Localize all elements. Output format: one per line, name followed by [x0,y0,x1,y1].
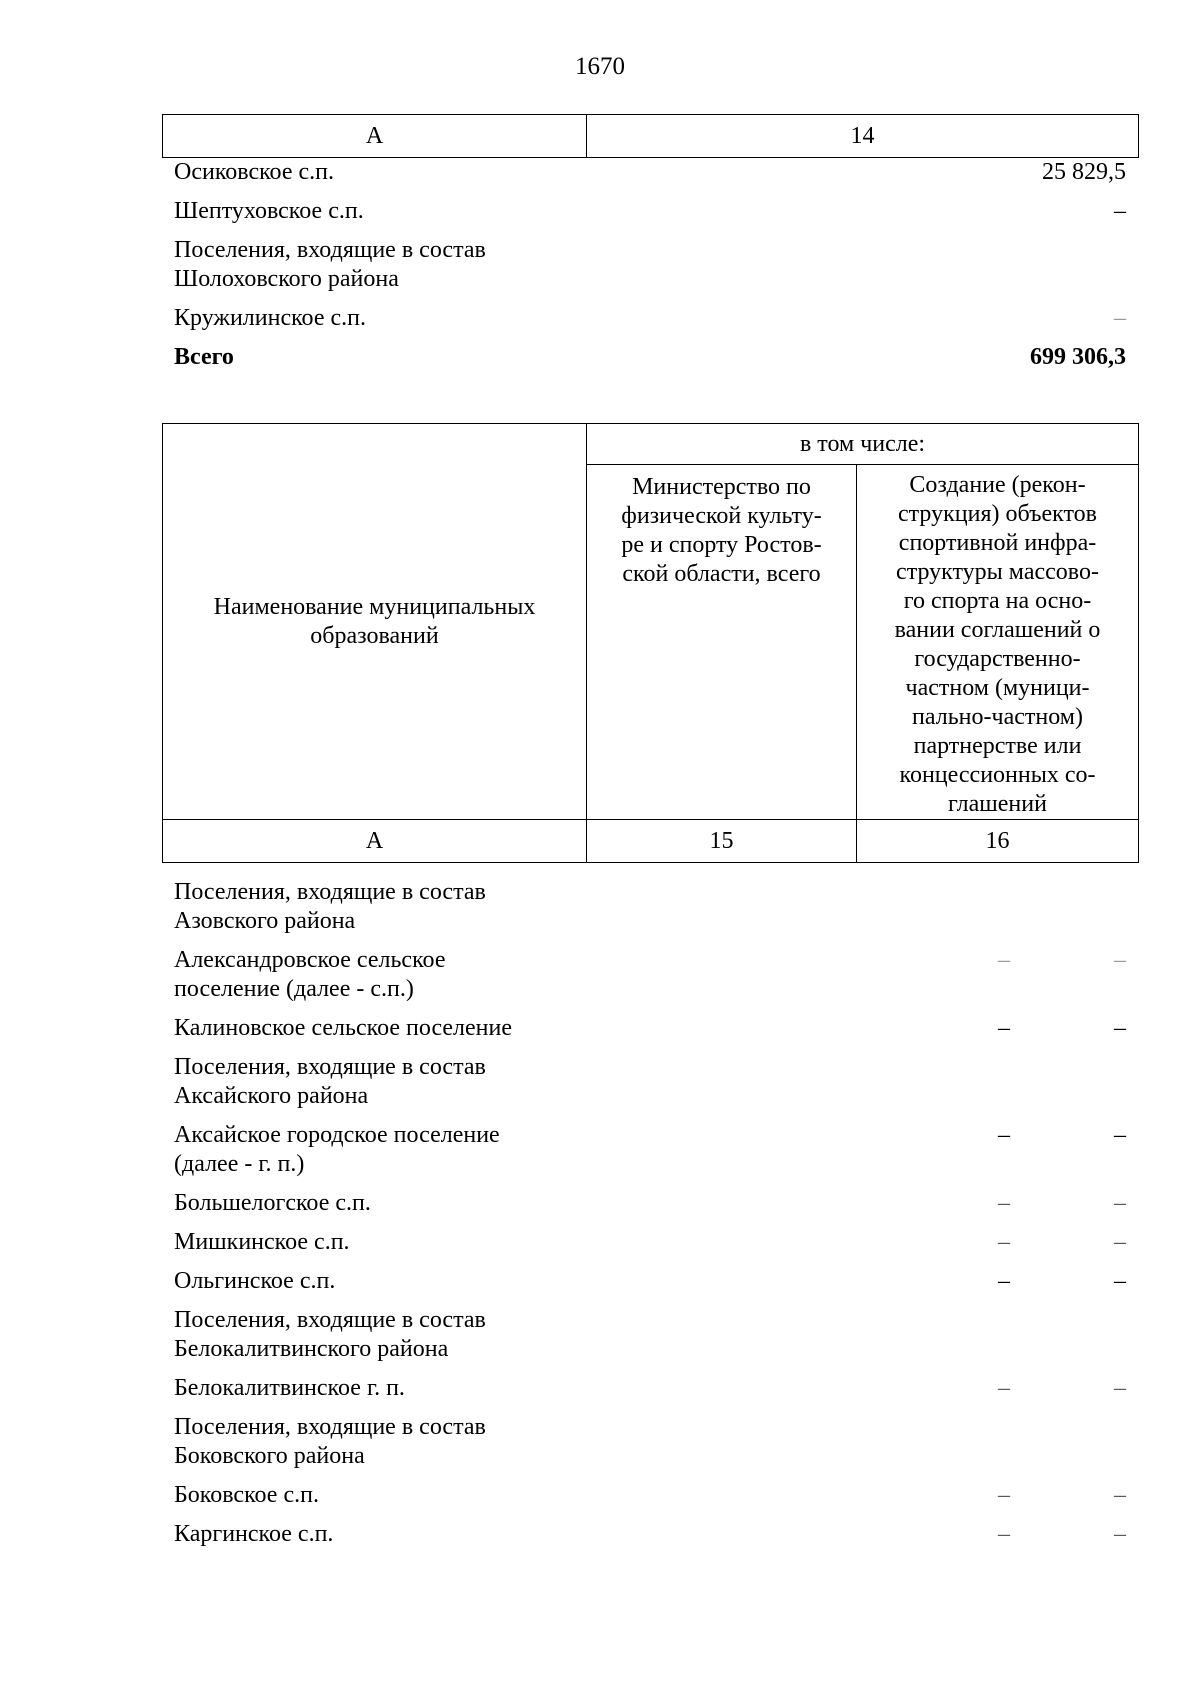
municipality-name: Кружилинское с.п. [174,305,366,331]
main-table-body [162,878,1138,1559]
value-cell [662,236,1138,304]
value-col-15: – [998,1482,1010,1508]
municipality-name: Осиковское с.п. [174,159,334,185]
value-col-16: – [1114,1375,1126,1401]
municipality-name: Белокалитвинское г. п. [174,1375,405,1401]
value-col-16: – [1114,1229,1126,1255]
value-col-16: – [1114,947,1126,973]
total-label: Всего [174,344,234,370]
value-col-16 [1010,1413,1138,1481]
column-15-number: 15 [587,820,857,863]
municipality-name: Ольгинское с.п. [174,1268,336,1294]
table-row [162,1520,1138,1559]
table-row [162,1413,1138,1481]
main-table-header [162,423,1139,863]
value-col-16 [1010,1053,1138,1121]
total-value: 699 306,3 [1030,344,1126,370]
table-row [162,197,1138,236]
column-14-header: 14 [587,115,1139,158]
value-col-15: – [998,1015,1010,1041]
table-row [162,1014,1138,1053]
municipality-name: Шептуховское с.п. [174,198,364,224]
municipality-name: Александровское сельское поселение (далее - с.п.) [174,947,446,1002]
municipality-name: Поселения, входящие в состав Азовского района [174,879,486,934]
table-row [162,946,1138,1014]
value-col-16: – [1114,1521,1126,1547]
table-row [162,304,1138,343]
column-a-number: А [163,820,587,863]
municipality-name: Каргинское с.п. [174,1521,334,1547]
municipality-name: Калиновское сельское поселение [174,1015,513,1041]
table-row [162,1228,1138,1267]
value-col-15 [586,1306,1010,1374]
value-col-16: – [1114,1268,1126,1294]
table-row [162,1306,1138,1374]
municipality-name: Боковское с.п. [174,1482,319,1508]
value-col-15: – [998,947,1010,973]
value-cell: 25 829,5 [1042,159,1126,185]
value-col-15 [586,878,1010,946]
total-row [162,343,1138,382]
municipality-name: Поселения, входящие в состав Аксайского района [174,1054,486,1109]
table-row [162,878,1138,946]
top-table-header [162,114,1139,158]
municipality-name: Аксайское городское поселение (далее - г. п.) [174,1122,500,1177]
value-col-16 [1010,878,1138,946]
value-col-16 [1010,1306,1138,1374]
table-row [162,158,1138,197]
municipality-name: Поселения, входящие в состав Боковского района [174,1414,486,1469]
municipality-name: Поселения, входящие в состав Шолоховского района [174,237,486,292]
value-cell: – [1114,198,1126,224]
value-col-16: – [1114,1190,1126,1216]
page-number: 1670 [575,53,625,80]
value-col-15: – [998,1268,1010,1294]
value-col-16: – [1114,1122,1126,1148]
table-row [162,1189,1138,1228]
value-col-15: – [998,1375,1010,1401]
top-table-body [162,158,1138,382]
column-16-number: 16 [857,820,1139,863]
column-name-header: Наименование муниципальных образований [163,424,587,820]
table-row [162,1481,1138,1520]
column-a-header: А [163,115,587,158]
value-col-15: – [998,1229,1010,1255]
value-col-16: – [1114,1482,1126,1508]
including-header: в том числе: [587,424,1139,465]
value-col-15 [586,1413,1010,1481]
table-row [162,1267,1138,1306]
value-col-15: – [998,1521,1010,1547]
value-col-15 [586,1053,1010,1121]
table-row [162,236,1138,304]
column-16-header: Создание (рекон- струкция) объектов спортивной инфра- структуры массово- го спорта на осно- вании соглашений о государственно- частном (муници- пально-частном) партнерстве или концессионных со- глашений [857,465,1139,820]
value-col-15: – [998,1122,1010,1148]
table-row [162,1374,1138,1413]
municipality-name: Поселения, входящие в состав Белокалитвинского района [174,1307,486,1362]
municipality-name: Большелогское с.п. [174,1190,371,1216]
column-15-header: Министерство по физической культу- ре и спорту Ростов- ской области, всего [587,465,857,820]
value-col-15: – [998,1190,1010,1216]
table-row [162,1121,1138,1189]
value-cell: – [1114,305,1126,331]
municipality-name: Мишкинское с.п. [174,1229,350,1255]
value-col-16: – [1114,1015,1126,1041]
table-row [162,1053,1138,1121]
